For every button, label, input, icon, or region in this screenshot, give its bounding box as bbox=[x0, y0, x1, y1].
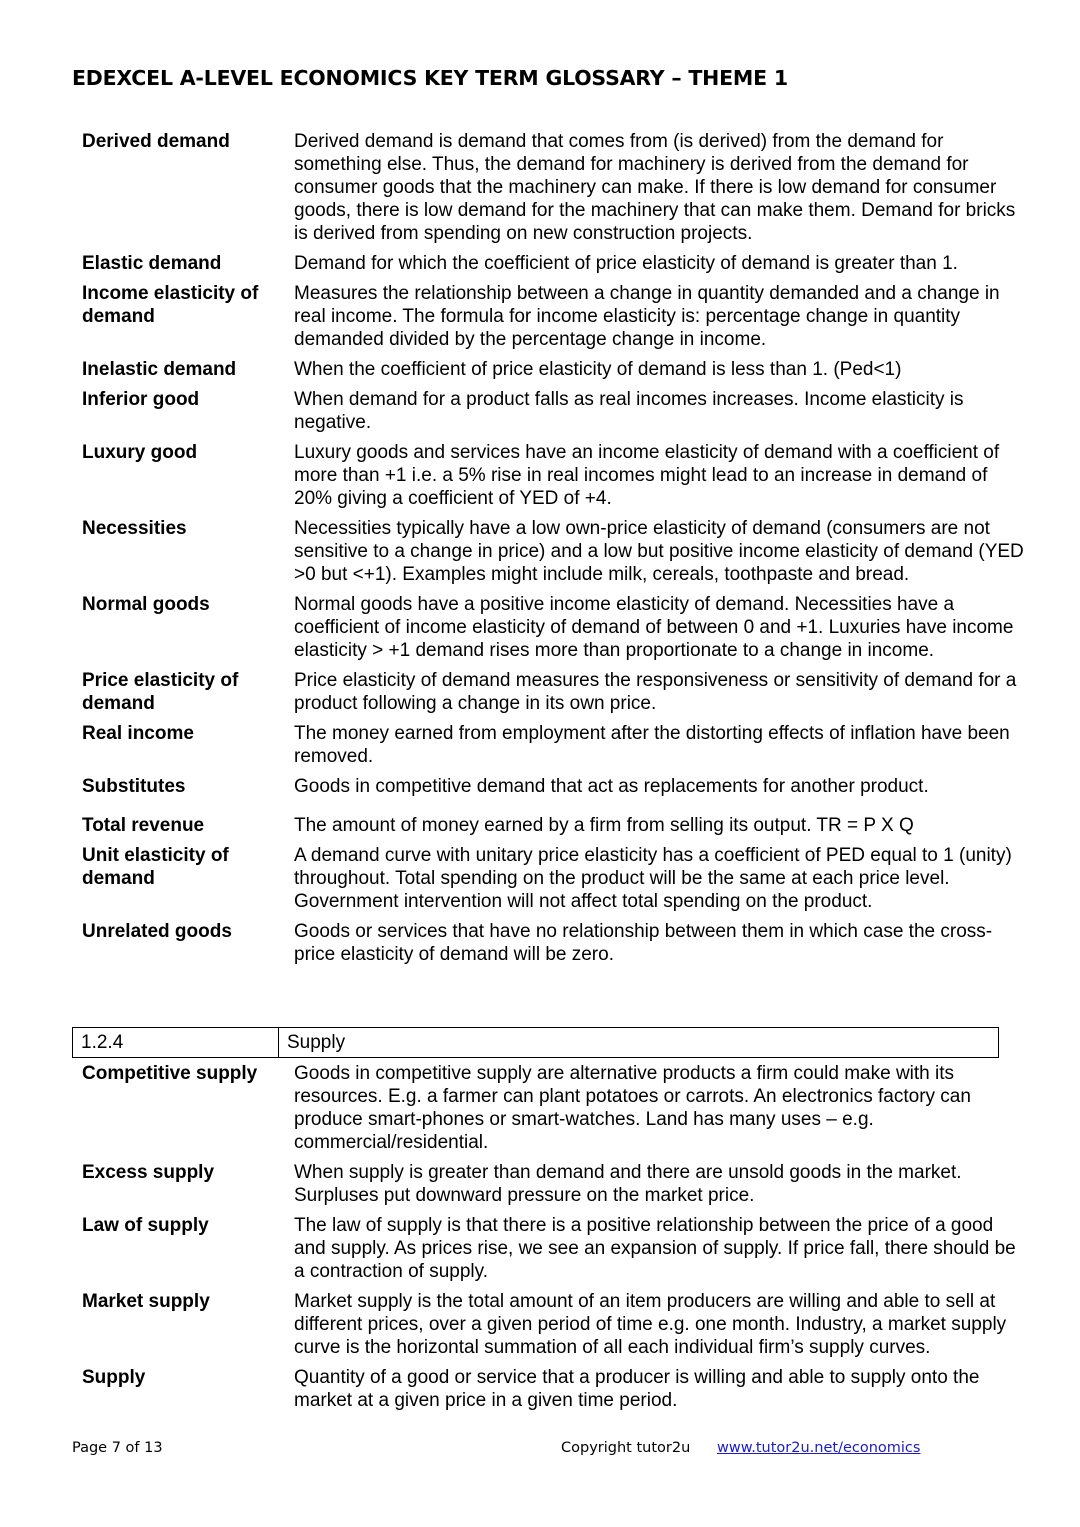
glossary-row bbox=[72, 722, 1032, 775]
glossary-row bbox=[72, 1161, 1032, 1214]
definition: The law of supply is that there is a positive relationship between the price of a good and supply. As prices rise, we see an expansion of supply. If price fall, there should be a contraction of supply. bbox=[294, 1215, 1016, 1282]
term: Necessities bbox=[82, 518, 187, 539]
definition: When supply is greater than demand and there are unsold goods in the market. Surpluses put downward pressure on the market price. bbox=[294, 1162, 962, 1206]
term: Competitive supply bbox=[82, 1063, 258, 1084]
glossary-row bbox=[72, 669, 1032, 722]
term: Substitutes bbox=[82, 776, 186, 797]
definition: Necessities typically have a low own-price elasticity of demand (consumers are not sensitive to a change in price) and a low but positive income elasticity of demand (YED >0 but <+1). Examples might include milk, cereals, toothpaste and bread. bbox=[294, 518, 1024, 585]
glossary-row bbox=[72, 1290, 1032, 1366]
definition: Quantity of a good or service that a producer is willing and able to supply onto the market at a given price in a given time period. bbox=[294, 1367, 980, 1411]
glossary-row bbox=[72, 920, 1032, 966]
glossary-row bbox=[72, 814, 1032, 844]
term: Derived demand bbox=[82, 131, 230, 152]
term: Law of supply bbox=[82, 1215, 209, 1236]
definition: Derived demand is demand that comes from (is derived) from the demand for something else. Thus, the demand for machinery is derived from the demand for consumer goods that the machinery can make. If there is low demand for consumer goods, there is low demand for the machinery that can make them. Demand for bricks is derived from spending on new construction projects. bbox=[294, 131, 1016, 244]
definition: Market supply is the total amount of an item producers are willing and able to sell at different prices, over a given period of time e.g. one month. Industry, a market supply curve is the horizontal summation of all each individual firm’s supply curves. bbox=[294, 1291, 1007, 1358]
term: Market supply bbox=[82, 1291, 210, 1312]
section-number: 1.2.4 bbox=[73, 1028, 279, 1058]
term: Excess supply bbox=[82, 1162, 215, 1183]
definition: Demand for which the coefficient of price elasticity of demand is greater than 1. bbox=[294, 253, 958, 274]
section-header-row bbox=[73, 1028, 999, 1058]
term: Unit elasticity of demand bbox=[82, 845, 229, 889]
glossary-row bbox=[72, 282, 1032, 358]
term: Inelastic demand bbox=[82, 359, 237, 380]
definition: Normal goods have a positive income elasticity of demand. Necessities have a coefficient of income elasticity of demand of between 0 and +1. Luxuries have income elasticity > +1 demand rises more than proportionate to a change in income. bbox=[294, 594, 1014, 661]
term: Income elasticity of demand bbox=[82, 283, 259, 327]
term: Supply bbox=[82, 1367, 146, 1388]
glossary-row bbox=[72, 358, 1032, 388]
term: Unrelated goods bbox=[82, 921, 232, 942]
definition: When the coefficient of price elasticity of demand is less than 1. (Ped<1) bbox=[294, 359, 902, 380]
definition: Price elasticity of demand measures the responsiveness or sensitivity of demand for a product following a change in its own price. bbox=[294, 670, 1017, 714]
glossary-row bbox=[72, 1214, 1032, 1290]
term: Inferior good bbox=[82, 389, 200, 410]
section-title: Supply bbox=[279, 1028, 999, 1058]
glossary-row bbox=[72, 252, 1032, 282]
glossary-table-supply bbox=[72, 1062, 1032, 1412]
glossary-table-demand bbox=[72, 130, 1032, 966]
glossary-row bbox=[72, 844, 1032, 920]
term: Normal goods bbox=[82, 594, 210, 615]
definition: Goods in competitive demand that act as replacements for another product. bbox=[294, 776, 929, 797]
term: Price elasticity of demand bbox=[82, 670, 239, 714]
definition: Measures the relationship between a change in quantity demanded and a change in real income. The formula for income elasticity is: percentage change in quantity demanded divided by the percentage change in income. bbox=[294, 283, 1000, 350]
glossary-row bbox=[72, 517, 1032, 593]
page-number: Page 7 of 13 bbox=[72, 1440, 163, 1456]
definition: A demand curve with unitary price elasticity has a coefficient of PED equal to 1 (unity) throughout. Total spending on the product will be the same at each price level. Government intervention will not affect total spending on the product. bbox=[294, 845, 1012, 912]
glossary-row bbox=[72, 775, 1032, 814]
section-header-table bbox=[72, 1027, 999, 1058]
glossary-row bbox=[72, 593, 1032, 669]
glossary-row bbox=[72, 441, 1032, 517]
copyright-text: Copyright tutor2u bbox=[561, 1440, 691, 1456]
term: Total revenue bbox=[82, 815, 205, 836]
term: Luxury good bbox=[82, 442, 198, 463]
website-link[interactable]: www.tutor2u.net/economics bbox=[717, 1440, 921, 1456]
glossary-row bbox=[72, 1062, 1032, 1161]
definition: The amount of money earned by a firm from selling its output. TR = P X Q bbox=[294, 815, 914, 836]
definition: Luxury goods and services have an income elasticity of demand with a coefficient of more than +1 i.e. a 5% rise in real incomes might lead to an increase in demand of 20% giving a coefficient of YED of +4. bbox=[294, 442, 1000, 509]
definition: Goods or services that have no relationship between them in which case the cross-price elasticity of demand will be zero. bbox=[294, 921, 993, 965]
glossary-row bbox=[72, 130, 1032, 252]
term: Real income bbox=[82, 723, 194, 744]
definition: When demand for a product falls as real incomes increases. Income elasticity is negative. bbox=[294, 389, 964, 433]
definition: Goods in competitive supply are alternative products a firm could make with its resources. E.g. a farmer can plant potatoes or carrots. An electronics factory can produce smart-phones or smart-watches. Land has many uses – e.g. commercial/residential. bbox=[294, 1063, 971, 1153]
definition: The money earned from employment after the distorting effects of inflation have been removed. bbox=[294, 723, 1010, 767]
term: Elastic demand bbox=[82, 253, 222, 274]
glossary-row bbox=[72, 388, 1032, 441]
glossary-row bbox=[72, 1366, 1032, 1412]
document-title: EDEXCEL A-LEVEL ECONOMICS KEY TERM GLOSSARY – THEME 1 bbox=[72, 66, 788, 90]
